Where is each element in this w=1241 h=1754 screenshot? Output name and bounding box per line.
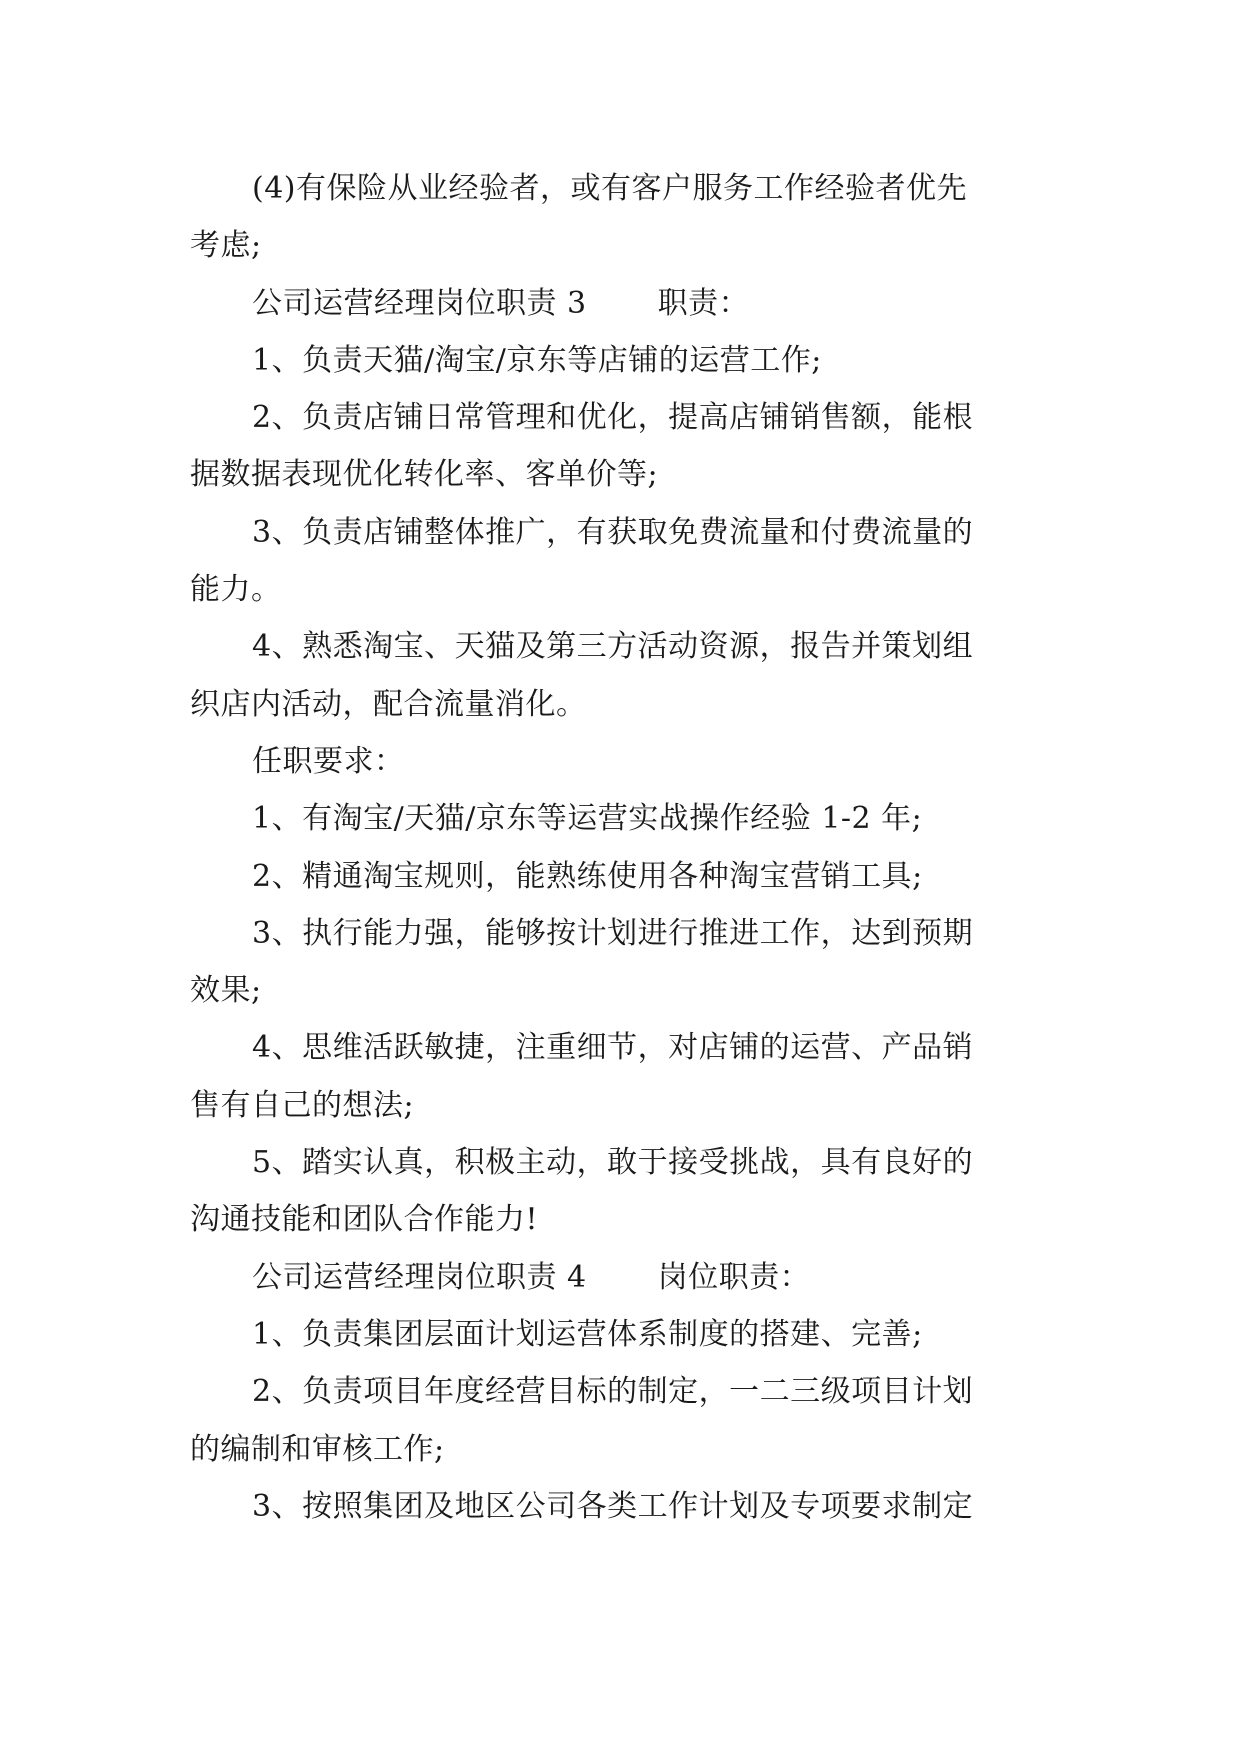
text-line: 织店内活动，配合流量消化。: [190, 686, 587, 722]
text-line: 2、精通淘宝规则，能熟练使用各种淘宝营销工具;: [252, 858, 923, 894]
text-line: 沟通技能和团队合作能力!: [190, 1202, 539, 1238]
text-line: 的编制和审核工作;: [190, 1431, 445, 1467]
text-line: 公司运营经理岗位职责 3 职责：: [252, 285, 750, 321]
text-line: 1、负责集团层面计划运营体系制度的搭建、完善;: [252, 1316, 923, 1352]
text-line: 3、负责店铺整体推广，有获取免费流量和付费流量的: [252, 514, 974, 550]
text-line: 1、有淘宝/天猫/京东等运营实战操作经验 1-2 年;: [252, 801, 923, 837]
text-line: 能力。: [190, 572, 282, 608]
text-line: 3、按照集团及地区公司各类工作计划及专项要求制定: [252, 1488, 974, 1524]
text-line: 公司运营经理岗位职责 4 岗位职责：: [252, 1259, 811, 1295]
text-line: 2、负责店铺日常管理和优化，提高店铺销售额，能根: [252, 400, 974, 436]
text-line: 2、负责项目年度经营目标的制定，一二三级项目计划: [252, 1374, 974, 1410]
text-line: 据数据表现优化转化率、客单价等;: [190, 457, 659, 493]
text-line: 3、执行能力强，能够按计划进行推进工作，达到预期: [252, 915, 974, 951]
document-body: [190, 160, 1055, 1535]
text-line: 考虑;: [190, 228, 262, 264]
text-line: 4、思维活跃敏捷，注重细节，对店铺的运营、产品销: [252, 1030, 974, 1066]
text-line: 1、负责天猫/淘宝/京东等店铺的运营工作;: [252, 342, 822, 378]
text-line: (4)有保险从业经验者，或有客户服务工作经验者优先: [252, 171, 967, 206]
text-line: 售有自己的想法;: [190, 1087, 415, 1123]
text-line: 任职要求：: [252, 743, 405, 779]
text-line: 4、熟悉淘宝、天猫及第三方活动资源，报告并策划组: [252, 629, 974, 665]
text-line: 5、踏实认真，积极主动，敢于接受挑战，具有良好的: [252, 1145, 974, 1181]
text-line: 效果;: [190, 973, 262, 1009]
